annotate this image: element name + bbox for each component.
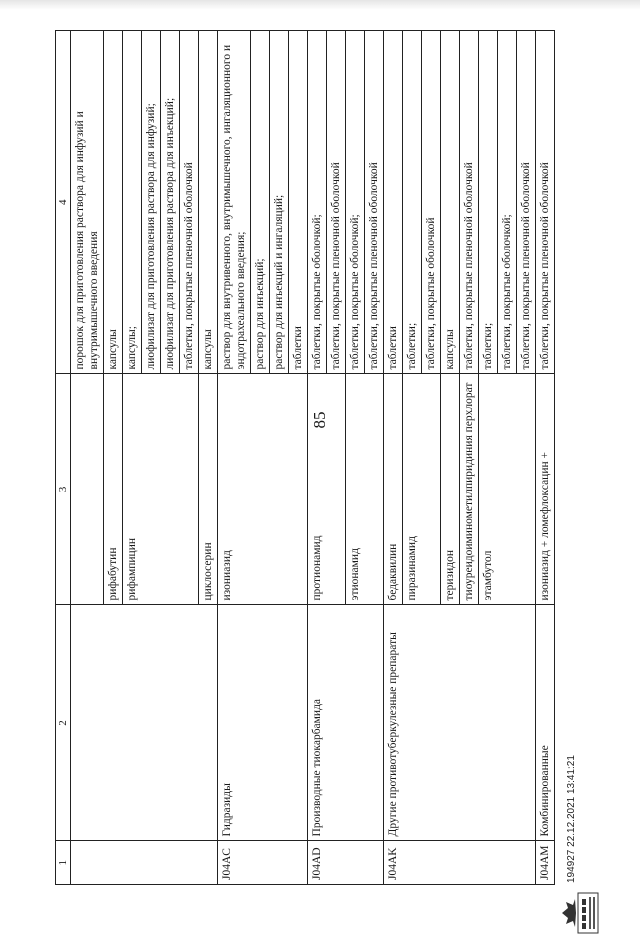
- rotated-table-container: [55, 30, 581, 885]
- coat-of-arms-seal: [560, 891, 600, 935]
- atc-code-cell: J04AC: [218, 841, 308, 885]
- page-number: 85: [310, 411, 329, 429]
- dosage-form-cell: таблетки, покрытые оболочкой;: [308, 31, 327, 374]
- column-number-2: 2: [56, 605, 71, 841]
- dosage-form-cell: таблетки, покрытые оболочкой;: [346, 31, 365, 374]
- drug-name-cell: изониазид: [218, 374, 308, 605]
- group-name-cell: Другие противотуберкулезные препараты: [384, 605, 536, 841]
- drug-name-cell: этионамид: [346, 374, 384, 605]
- column-number-3: 3: [56, 374, 71, 605]
- drug-table-body: [56, 31, 555, 885]
- group-name-cell: Производные тиокарбамида: [308, 605, 384, 841]
- drug-name-cell: тиоуреидоиминометилпиридиния перхлорат: [460, 374, 479, 605]
- document-stamp-area: [560, 565, 612, 935]
- dosage-form-cell: раствор для инъекций и ингаляций;: [270, 31, 289, 374]
- dosage-form-cell: таблетки, покрытые оболочкой: [422, 31, 441, 374]
- dosage-form-cell: таблетки: [384, 31, 403, 374]
- table-header-row: [56, 31, 71, 885]
- group-name-cell: Комбинированные: [536, 605, 555, 841]
- dosage-form-cell: капсулы: [441, 31, 460, 374]
- drug-name-cell: изониазид + ломефлоксацин +: [536, 374, 555, 605]
- scan-edge-shadow: [0, 0, 640, 10]
- drug-name-cell: теризидон: [441, 374, 460, 605]
- table-row: [536, 31, 555, 885]
- dosage-form-cell: таблетки, покрытые пленочной оболочкой: [536, 31, 555, 374]
- dosage-form-cell: таблетки, покрытые пленочной оболочкой: [517, 31, 536, 374]
- table-row: [384, 31, 403, 885]
- column-number-4: 4: [56, 31, 71, 374]
- dosage-form-cell: таблетки, покрытые пленочной оболочкой: [365, 31, 384, 374]
- drug-name-cell: [71, 374, 104, 605]
- dosage-form-cell: раствор для внутривенного, внутримышечного, ингаляционного и эндотрахеального введения;: [218, 31, 251, 374]
- drug-name-cell: этамбутол: [479, 374, 536, 605]
- drug-name-cell: циклосерин: [199, 374, 218, 605]
- atc-code-cell: J04AK: [384, 841, 536, 885]
- dosage-form-cell: лиофилизат для приготовления раствора для инъекций;: [161, 31, 180, 374]
- table-row: [308, 31, 327, 885]
- table-row: [218, 31, 251, 885]
- drug-name-cell: протионамид: [308, 374, 346, 605]
- dosage-form-cell: капсулы: [199, 31, 218, 374]
- atc-code-cell: [71, 841, 218, 885]
- dosage-form-cell: таблетки;: [479, 31, 498, 374]
- dosage-form-cell: таблетки, покрытые пленочной оболочкой: [180, 31, 199, 374]
- column-number-1: 1: [56, 841, 71, 885]
- dosage-form-cell: таблетки: [289, 31, 308, 374]
- group-name-cell: [71, 605, 218, 841]
- document-registration-stamp: 194927 22.12.2021 13:41:21: [566, 755, 577, 883]
- dosage-form-cell: порошок для приготовления раствора для инфузий и внутримышечного введения: [71, 31, 104, 374]
- group-name-cell: Гидразиды: [218, 605, 308, 841]
- atc-code-cell: J04AD: [308, 841, 384, 885]
- drug-name-cell: рифампицин: [123, 374, 199, 605]
- drug-table: [55, 30, 555, 885]
- dosage-form-cell: лиофилизат для приготовления раствора для инфузий;: [142, 31, 161, 374]
- dosage-form-cell: капсулы;: [123, 31, 142, 374]
- drug-name-cell: бедаквилин: [384, 374, 403, 605]
- dosage-form-cell: таблетки;: [403, 31, 422, 374]
- drug-name-cell: пиразинамид: [403, 374, 441, 605]
- dosage-form-cell: таблетки, покрытые пленочной оболочкой: [327, 31, 346, 374]
- dosage-form-cell: капсулы: [104, 31, 123, 374]
- atc-code-cell: J04AM: [536, 841, 555, 885]
- dosage-form-cell: таблетки, покрытые пленочной оболочкой: [460, 31, 479, 374]
- table-row: [71, 31, 104, 885]
- dosage-form-cell: таблетки, покрытые оболочкой;: [498, 31, 517, 374]
- dosage-form-cell: раствор для инъекций;: [251, 31, 270, 374]
- drug-name-cell: рифабутин: [104, 374, 123, 605]
